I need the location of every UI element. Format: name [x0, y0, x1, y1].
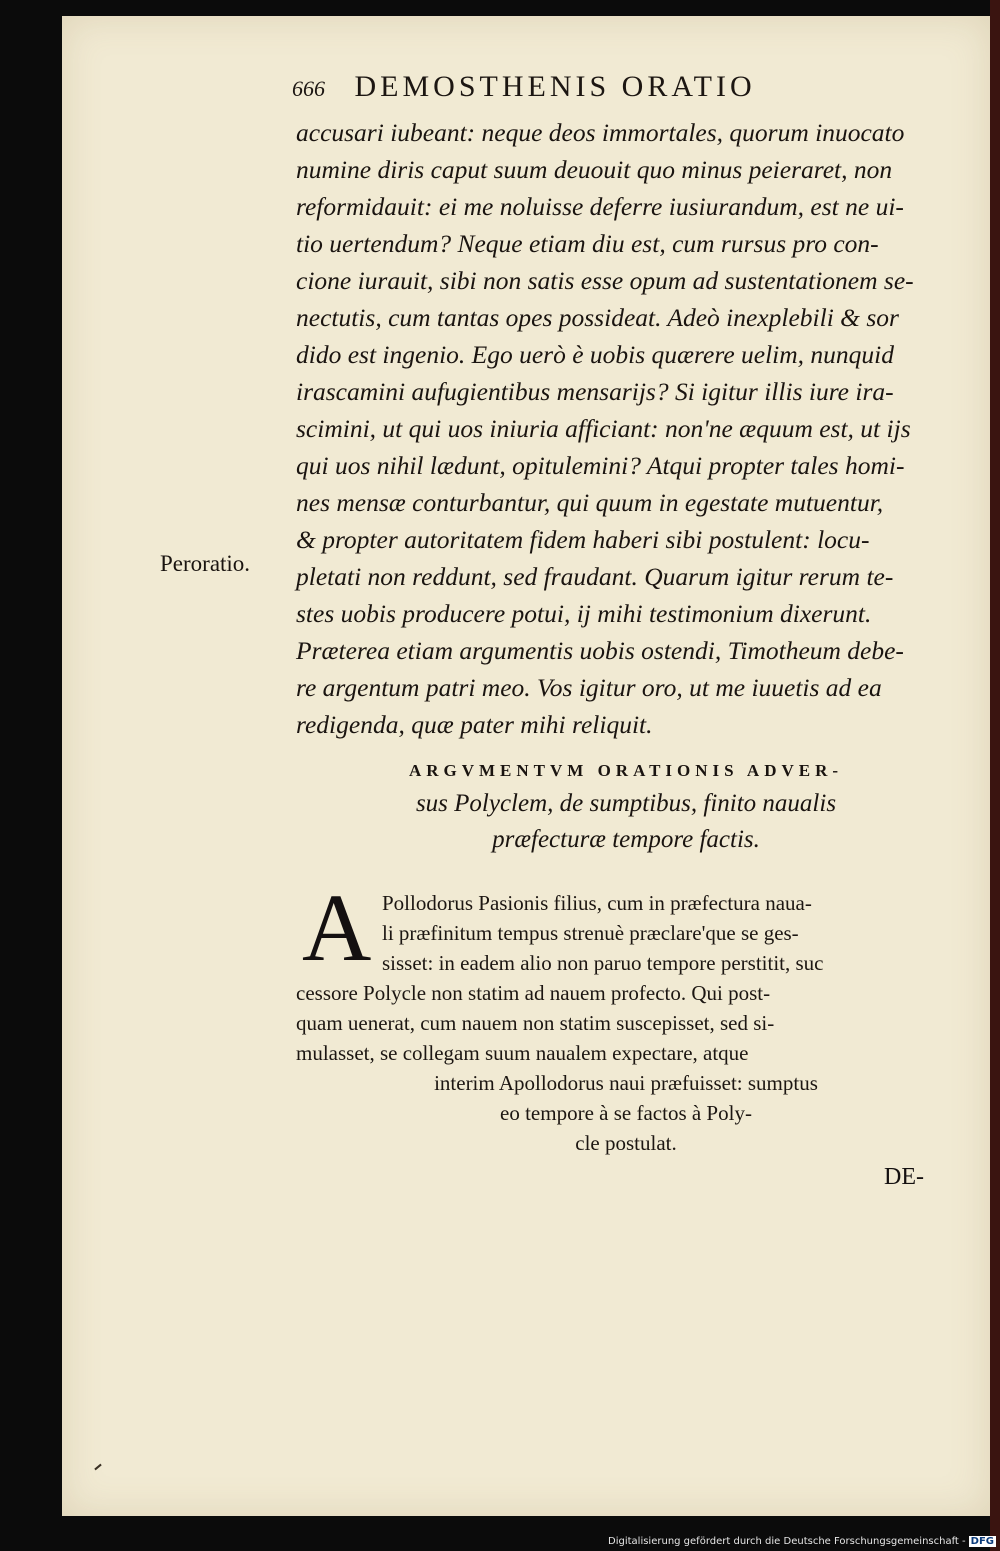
footer-text: Digitalisierung gefördert durch die Deutsche Forschungsgemeinschaft - [608, 1536, 966, 1547]
summary-line: eo tempore à se factos à Poly- [500, 1101, 752, 1125]
summary-line: interim Apollodorus naui præfuisset: sumptus [434, 1071, 818, 1095]
text-line: qui uos nihil lædunt, opitulemini? Atqui propter tales homi- [296, 451, 905, 480]
summary-line: cle postulat. [575, 1131, 677, 1155]
text-line: Præterea etiam argumentis uobis ostendi, Timotheum debe- [296, 636, 904, 665]
summary-line: mulasset, se collegam suum naualem expectare, atque [296, 1041, 749, 1065]
text-line: accusari iubeant: neque deos immortales, quorum inuocato [296, 118, 905, 147]
text-line: dido est ingenio. Ego uerò è uobis quærere uelim, nunquid [296, 340, 895, 369]
oration-text [296, 114, 956, 743]
text-line: numine diris caput suum deuouit quo minus peieraret, non [296, 155, 893, 184]
text-line: stes uobis producere potui, ij mihi testimonium dixerunt. [296, 599, 872, 628]
text-line: nes mensæ conturbantur, qui quum in egestate mutuentur, [296, 488, 884, 517]
catchword: DE- [884, 1164, 924, 1190]
summary-line: sisset: in eadem alio non paruo tempore perstitit, suc [382, 951, 824, 975]
text-line: reformidauit: ei me noluisse deferre iusiurandum, est ne ui- [296, 192, 904, 221]
digitization-footer [596, 1536, 996, 1551]
book-spine-edge [990, 0, 1000, 1551]
summary-line: quam uenerat, cum nauem non statim suscepisset, sed si- [296, 1011, 775, 1035]
text-line: nectutis, cum tantas opes possideat. Adeò inexplebili & sor [296, 303, 899, 332]
summary-line: cessore Polycle non statim ad nauem profecto. Qui post- [296, 981, 771, 1005]
argument-heading-line: ARGVMENTVM ORATIONIS ADVER- [408, 761, 844, 780]
summary-line: li præfinitum tempus strenuè præclare'que se ges- [382, 921, 799, 945]
text-line: & propter autoritatem fidem haberi sibi postulent: locu- [296, 525, 870, 554]
text-line: tio uertendum? Neque etiam diu est, cum rursus pro con- [296, 229, 879, 258]
argument-summary [296, 888, 956, 1158]
argument-heading [296, 756, 956, 858]
running-header [292, 70, 952, 110]
drop-cap: A [302, 874, 372, 981]
running-title: DEMOSTHENIS ORATIO [354, 70, 756, 103]
text-line: pletati non reddunt, sed fraudant. Quarum igitur rerum te- [296, 562, 894, 591]
text-line: cione iurauit, sibi non satis esse opum ad sustentationem se- [296, 266, 914, 295]
argument-heading-line: sus Polyclem, de sumptibus, finito naualis [415, 790, 837, 817]
page-number: 666 [292, 76, 325, 101]
margin-note: Peroratio. [160, 551, 251, 576]
dfg-logo: DFG [970, 1536, 994, 1547]
text-line: irascamini aufugientibus mensarijs? Si igitur illis iure ira- [296, 377, 894, 406]
text-line: re argentum patri meo. Vos igitur oro, ut me iuuetis ad ea [296, 673, 882, 702]
text-line: scimini, ut qui uos iniuria afficiant: non'ne æquum est, ut ijs [296, 414, 911, 443]
summary-line: Pollodorus Pasionis filius, cum in præfectura naua- [382, 891, 812, 915]
text-line: redigenda, quæ pater mihi reliquit. [296, 710, 653, 739]
argument-heading-line: præfecturæ tempore factis. [492, 826, 760, 853]
